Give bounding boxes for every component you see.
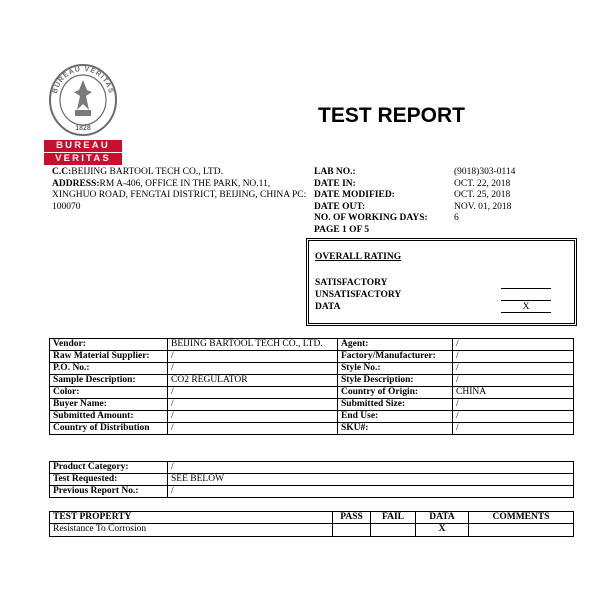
product-row <box>50 474 574 486</box>
test-comments <box>469 524 574 537</box>
unsatisfactory-label: UNSATISFACTORY <box>315 290 402 300</box>
date-modified-value: OCT. 25, 2018 <box>454 190 511 200</box>
product-label: Product Category: <box>50 462 168 474</box>
test-results-table <box>49 511 574 537</box>
product-label: Test Requested: <box>50 474 168 486</box>
date-in-value: OCT. 22, 2018 <box>454 178 511 189</box>
lab-info <box>314 167 515 236</box>
cc-label: C.C: <box>52 167 72 177</box>
product-row <box>50 486 574 498</box>
header-data: DATA <box>416 512 469 524</box>
test-pass <box>333 524 371 537</box>
detail-label: Country of Origin: <box>338 387 453 399</box>
detail-value: / <box>453 411 574 423</box>
detail-label: Raw Material Supplier: <box>50 351 168 363</box>
working-days-label: NO. OF WORKING DAYS: <box>314 213 428 223</box>
detail-value: / <box>453 423 574 435</box>
detail-value: / <box>453 399 574 411</box>
product-table <box>49 461 574 498</box>
details-row <box>50 387 574 399</box>
satisfactory-label: SATISFACTORY <box>315 278 388 288</box>
page-title: TEST REPORT <box>318 104 466 127</box>
detail-label: Submitted Amount: <box>50 411 168 423</box>
product-label: Previous Report No.: <box>50 486 168 498</box>
detail-value: CO2 REGULATOR <box>168 375 338 387</box>
product-value: SEE BELOW <box>168 474 574 486</box>
date-in-label: DATE IN: <box>314 178 356 189</box>
details-row <box>50 363 574 375</box>
test-row <box>50 524 574 537</box>
header-comments: COMMENTS <box>469 512 574 524</box>
unsatisfactory-line <box>501 290 551 301</box>
data-line: X <box>501 302 551 313</box>
details-row <box>50 423 574 435</box>
product-value: / <box>168 462 574 474</box>
address-value: RM A-406, OFFICE IN THE PARK, NO.11, XINGHUO ROAD, FENGTAI DISTRICT, BEIJING, CHINA PC: 100070 <box>52 178 307 212</box>
detail-label: Color: <box>50 387 168 399</box>
detail-label: End Use: <box>338 411 453 423</box>
detail-label: Sample Description: <box>50 375 168 387</box>
detail-label: Agent: <box>338 339 453 351</box>
details-row <box>50 375 574 387</box>
seal-year: 1828 <box>75 125 91 132</box>
detail-label: Submitted Size: <box>338 399 453 411</box>
date-out-label: DATE OUT: <box>314 201 366 212</box>
brand-bar-top: BUREAU <box>44 140 122 152</box>
detail-value: / <box>453 351 574 363</box>
details-row <box>50 399 574 411</box>
detail-label: Factory/Manufacturer: <box>338 351 453 363</box>
cc-value: BEIJING BARTOOL TECH CO., LTD. <box>71 167 223 177</box>
product-row <box>50 462 574 474</box>
detail-label: P.O. No.: <box>50 363 168 375</box>
test-fail <box>371 524 416 537</box>
lab-no-label: LAB NO.: <box>314 167 356 177</box>
date-out-value: NOV. 01, 2018 <box>454 201 512 212</box>
header-pass: PASS <box>333 512 371 524</box>
detail-label: Vendor: <box>50 339 168 351</box>
details-table <box>49 338 574 435</box>
overall-rating-box <box>308 240 575 324</box>
client-address <box>52 167 307 213</box>
test-data: X <box>416 524 469 537</box>
seal-text: BUREAU VERITAS <box>51 65 115 95</box>
test-header-row <box>50 512 574 524</box>
bureau-veritas-seal-icon <box>44 62 122 142</box>
satisfactory-line <box>501 278 551 289</box>
details-row <box>50 339 574 351</box>
lab-no-value: (9018)303-0114 <box>454 167 516 177</box>
brand-bar-bottom: VERITAS <box>44 153 122 165</box>
working-days-value: 6 <box>454 213 459 223</box>
detail-value: / <box>168 411 338 423</box>
date-modified-label: DATE MODIFIED: <box>314 190 395 200</box>
detail-value: / <box>453 363 574 375</box>
address-label: ADDRESS: <box>52 178 100 189</box>
overall-rating-heading: OVERALL RATING <box>315 252 402 262</box>
detail-value: / <box>168 363 338 375</box>
header-test-property: TEST PROPERTY <box>50 512 333 524</box>
page-count: PAGE 1 OF 5 <box>314 224 370 235</box>
product-value: / <box>168 486 574 498</box>
detail-value: BEIJING BARTOOL TECH CO., LTD. <box>168 339 338 351</box>
detail-value: / <box>168 423 338 435</box>
detail-label: Buyer Name: <box>50 399 168 411</box>
test-property: Resistance To Corrosion <box>50 524 333 537</box>
detail-label: SKU#: <box>338 423 453 435</box>
data-label: DATA <box>315 302 341 312</box>
detail-label: Style Description: <box>338 375 453 387</box>
detail-label: Country of Distribution <box>50 423 168 435</box>
details-row <box>50 411 574 423</box>
brand-bar <box>44 140 122 166</box>
detail-value: / <box>453 339 574 351</box>
detail-value: CHINA <box>453 387 574 399</box>
detail-value: / <box>168 399 338 411</box>
detail-label: Style No.: <box>338 363 453 375</box>
detail-value: / <box>168 387 338 399</box>
details-row <box>50 351 574 363</box>
detail-value: / <box>453 375 574 387</box>
detail-value: / <box>168 351 338 363</box>
header-fail: FAIL <box>371 512 416 524</box>
